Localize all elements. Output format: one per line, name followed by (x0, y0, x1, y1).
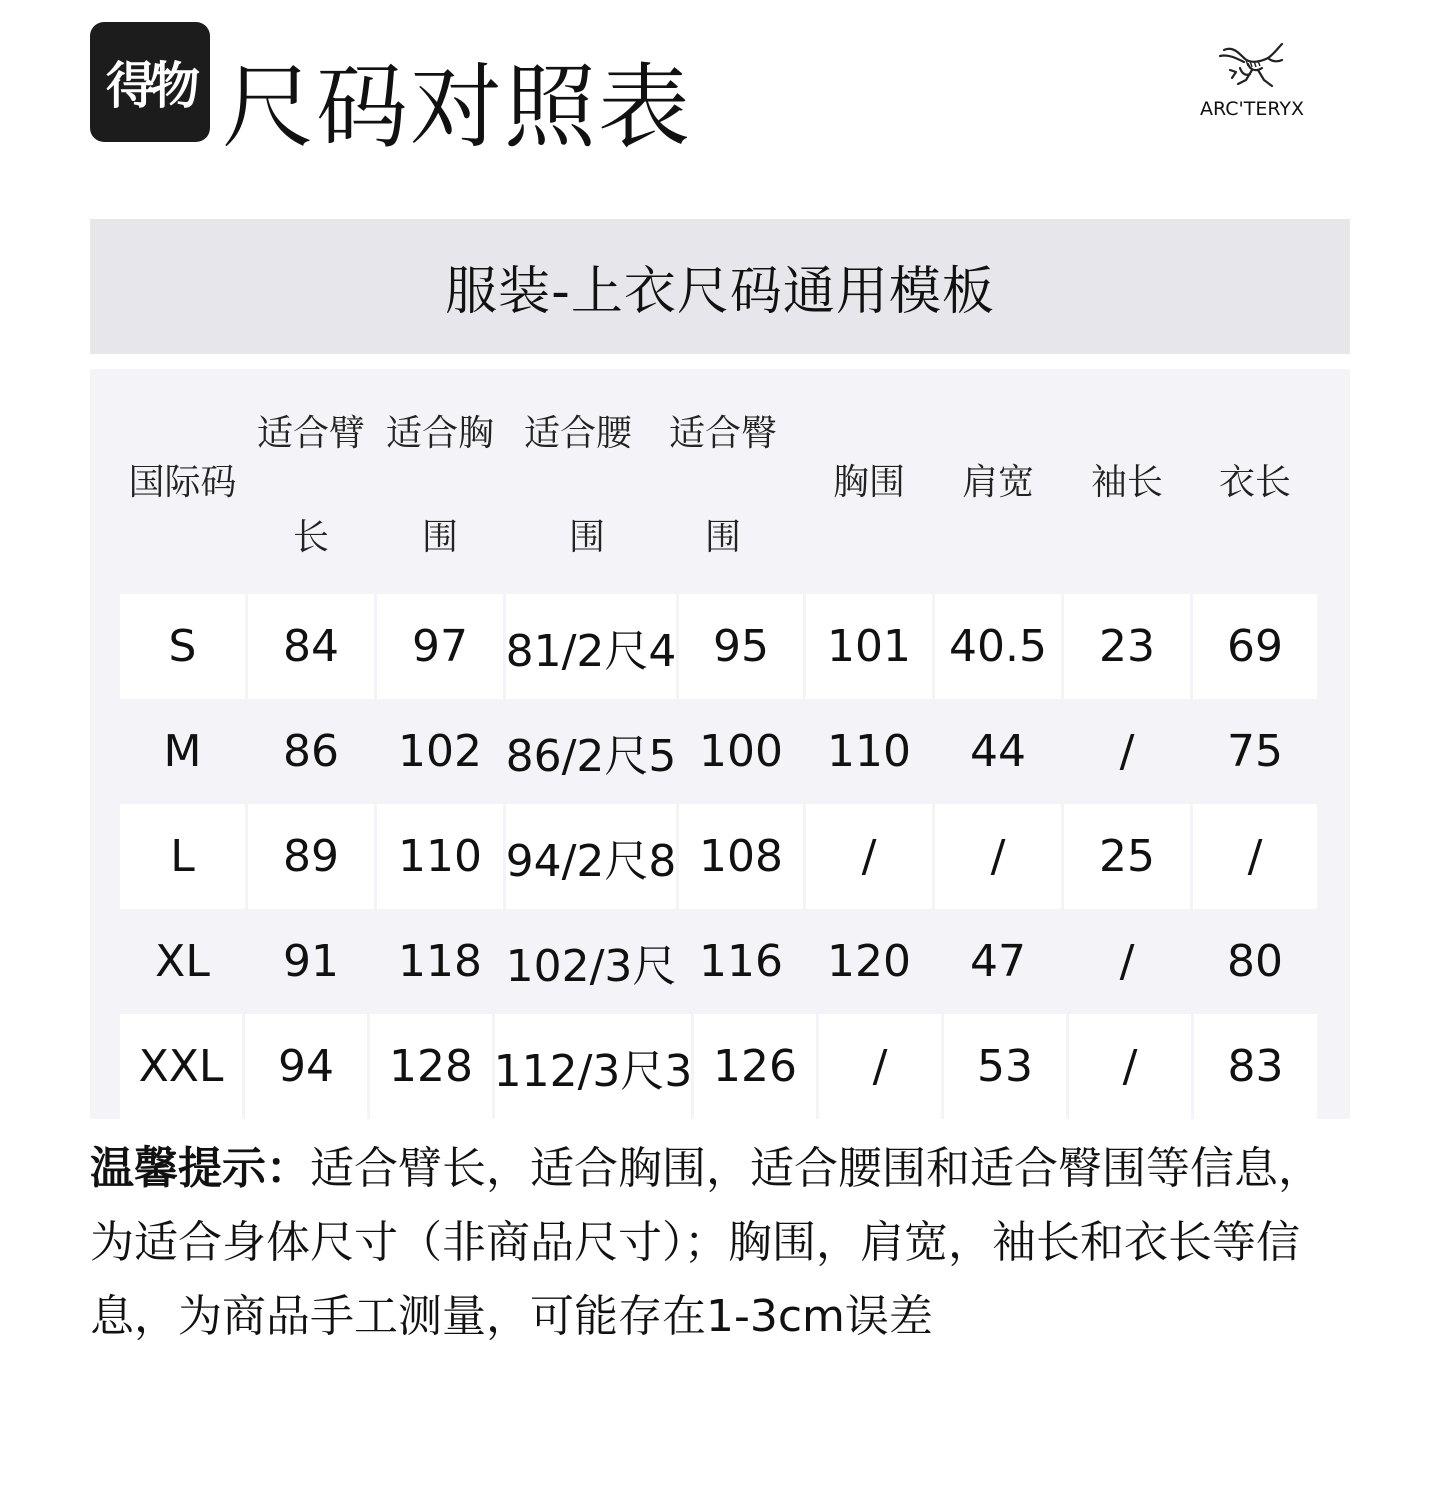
cell-chest: 101 (806, 594, 932, 699)
cell-shoulder: / (935, 804, 1061, 909)
cell-shoulder: 44 (970, 726, 1026, 777)
brand-logo (1196, 40, 1308, 122)
cell-fit-chest: 128 (370, 1014, 492, 1119)
header-line1: 适合臀 (668, 413, 777, 454)
cell-length: / (1193, 804, 1317, 909)
header-shoulder (935, 369, 1061, 589)
header-line1: 适合腰 (524, 413, 633, 454)
page-title: 尺码对照表 (222, 54, 693, 161)
tip-label: 温馨提示： (90, 1143, 310, 1194)
banner-title: 服装-上衣尺码通用模板 (445, 262, 995, 322)
cell-arm: 94 (245, 1014, 367, 1119)
header-line1: 适合胸 (385, 413, 494, 454)
cell-fit-hip: 126 (694, 1014, 816, 1119)
header-label: 国际码 (128, 461, 237, 503)
cell-fit-chest: 97 (377, 594, 503, 699)
size-tip (90, 1132, 1360, 1354)
brand-name: ARC'TERYX (1200, 98, 1304, 120)
cell-chest: / (819, 1014, 941, 1119)
tip-text: 适合臂长，适合胸围，适合腰围和适合臀围等信息，为适合身体尺寸（非商品尺寸）；胸围，肩宽，袖长和衣长等信息，为商品手工测量，可能存在1-3cm误差 (90, 1143, 1322, 1342)
header-size (120, 369, 245, 589)
archaeopteryx-fossil-icon (1216, 40, 1288, 92)
cell-chest: 120 (827, 936, 911, 987)
header-length (1193, 369, 1317, 589)
cell-size: XXL (120, 1014, 242, 1119)
cell-shoulder: 53 (944, 1014, 1066, 1119)
cell-size: XL (155, 936, 210, 987)
header-label: 袖长 (1090, 461, 1163, 503)
cell-fit-waist: 102/3尺 (505, 940, 677, 992)
cell-length: 83 (1194, 1014, 1317, 1119)
cell-length: 80 (1227, 936, 1283, 987)
cell-chest: 110 (827, 726, 911, 777)
cell-fit-hip: 116 (699, 936, 783, 987)
cell-sleeve: / (1069, 1014, 1191, 1119)
header-chest (806, 369, 932, 589)
table-row (90, 699, 1350, 804)
cell-sleeve: / (1119, 726, 1135, 777)
cell-chest: / (806, 804, 932, 909)
cell-sleeve: / (1119, 936, 1135, 987)
cell-shoulder: 40.5 (935, 594, 1061, 699)
header-sleeve (1064, 369, 1190, 589)
table-row (90, 909, 1350, 1014)
cell-fit-waist: 112/3尺3 (495, 1014, 691, 1119)
cell-sleeve: 25 (1064, 804, 1190, 909)
template-banner (90, 219, 1350, 354)
header-line2: 围 (421, 517, 458, 558)
size-table (90, 369, 1350, 1119)
cell-length: 69 (1193, 594, 1317, 699)
header-arm-length (248, 369, 374, 579)
cell-fit-waist: 94/2尺8 (506, 804, 676, 909)
header-label: 衣长 (1218, 461, 1291, 503)
cell-length: 75 (1227, 726, 1283, 777)
cell-arm: 91 (283, 936, 339, 987)
cell-size: L (120, 804, 245, 909)
cell-arm: 86 (283, 726, 339, 777)
header-line2: 围 (568, 517, 605, 558)
header-fit-chest (377, 369, 503, 579)
logo-text: 得物 (106, 57, 194, 115)
cell-fit-hip: 95 (679, 594, 803, 699)
cell-fit-hip: 108 (679, 804, 803, 909)
dewu-logo (90, 22, 210, 142)
cell-fit-waist: 86/2尺5 (505, 730, 677, 782)
header-label: 肩宽 (961, 461, 1034, 503)
header-line2: 围 (704, 517, 741, 558)
table-row (90, 804, 1350, 909)
cell-shoulder: 47 (970, 936, 1026, 987)
cell-sleeve: 23 (1064, 594, 1190, 699)
cell-arm: 84 (248, 594, 374, 699)
cell-size: S (120, 594, 245, 699)
header-fit-waist (506, 369, 668, 579)
cell-size: M (163, 726, 202, 777)
table-row (90, 594, 1350, 699)
header-fit-hip (660, 369, 786, 579)
header-label: 胸围 (832, 461, 905, 503)
cell-fit-waist: 81/2尺4 (506, 594, 676, 699)
cell-fit-chest: 118 (398, 936, 482, 987)
cell-fit-hip: 100 (699, 726, 783, 777)
cell-fit-chest: 110 (377, 804, 503, 909)
header-line2: 长 (292, 517, 329, 558)
table-row (90, 1014, 1350, 1119)
cell-arm: 89 (248, 804, 374, 909)
cell-fit-chest: 102 (398, 726, 482, 777)
header-line1: 适合臂 (256, 413, 365, 454)
